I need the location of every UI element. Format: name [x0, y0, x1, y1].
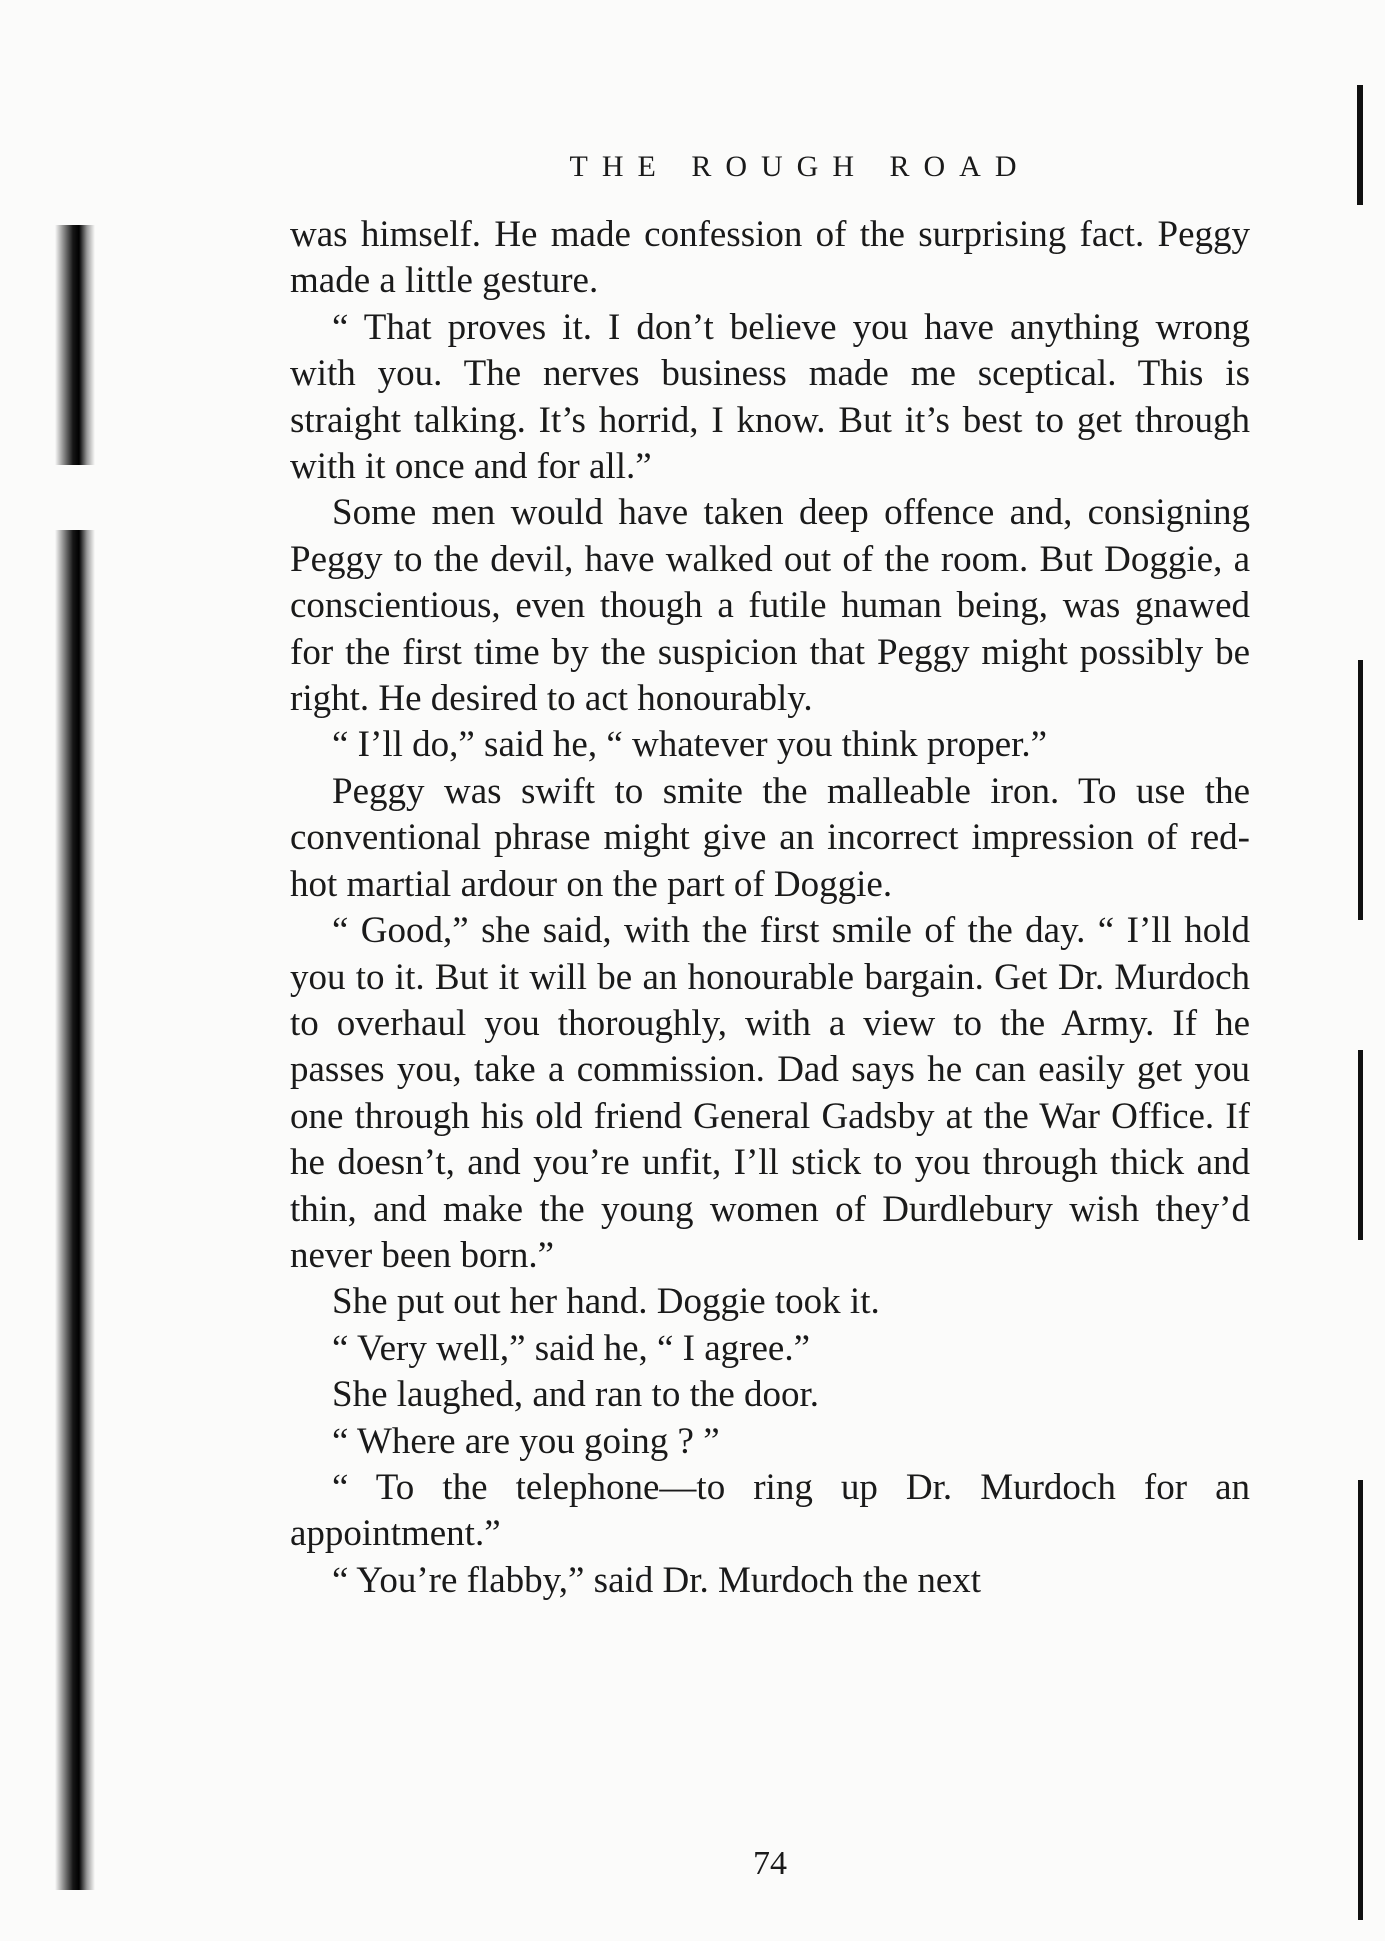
binding-shadow-main — [55, 530, 95, 1890]
paragraph: She put out her hand. Doggie took it. — [332, 1281, 880, 1323]
book-page — [290, 150, 1250, 1882]
paragraph: “ I’ll do,” said he, “ whatever you think proper.” — [332, 724, 1048, 766]
page-edge-mark — [1358, 660, 1363, 920]
page-edge-mark — [1358, 1480, 1363, 1920]
paragraph: “ You’re flabby,” said Dr. Murdoch the next — [332, 1559, 982, 1601]
paragraph: “ Good,” she said, with the first smile of the day. “ I’ll hold you to it. But it will be an honourable bargain. Get Dr. Murdoch to overhaul you thoroughly, with a view to the Army. If he passes you, take a commission. Dad says he can easily get you one through his old friend General Gadsby at the War Office. If he doesn’t, and you’re unfit, I’ll stick to you through thick and thin, and make the young women of Durdlebury wish they’d never been born.” — [290, 910, 1250, 1276]
paragraph: “ To the telephone—to ring up Dr. Murdoch for an appointment.” — [290, 1466, 1250, 1555]
body-text — [290, 212, 1250, 1604]
paragraph: Some men would have taken deep offence and, consigning Peggy to the devil, have walked out of the room. But Doggie, a conscientious, even though a futile human being, was gnawed for the first time by the suspicion that Peggy might possibly be right. He desired to act honourably. — [290, 492, 1250, 720]
binding-shadow-top — [55, 225, 95, 465]
page-number: 74 — [753, 1845, 787, 1882]
paragraph: Peggy was swift to smite the malleable iron. To use the conventional phrase might give an incorrect impression of red-hot martial ardour on the part of Doggie. — [290, 770, 1250, 905]
paragraph: was himself. He made confession of the surprising fact. Peggy made a little gesture. — [290, 214, 1250, 302]
page-edge-mark — [1357, 85, 1363, 205]
paragraph: “ Very well,” said he, “ I agree.” — [332, 1327, 811, 1369]
running-head: THE ROUGH ROAD — [569, 150, 1031, 183]
paragraph: She laughed, and ran to the door. — [332, 1374, 820, 1416]
paragraph: “ That proves it. I don’t believe you have anything wrong with you. The nerves business made me sceptical. This is straight talking. It’s horrid, I know. But it’s best to get through with it once and for all.” — [290, 306, 1250, 488]
page-edge-mark — [1358, 1050, 1363, 1240]
paragraph: “ Where are you going ? ” — [332, 1420, 720, 1462]
